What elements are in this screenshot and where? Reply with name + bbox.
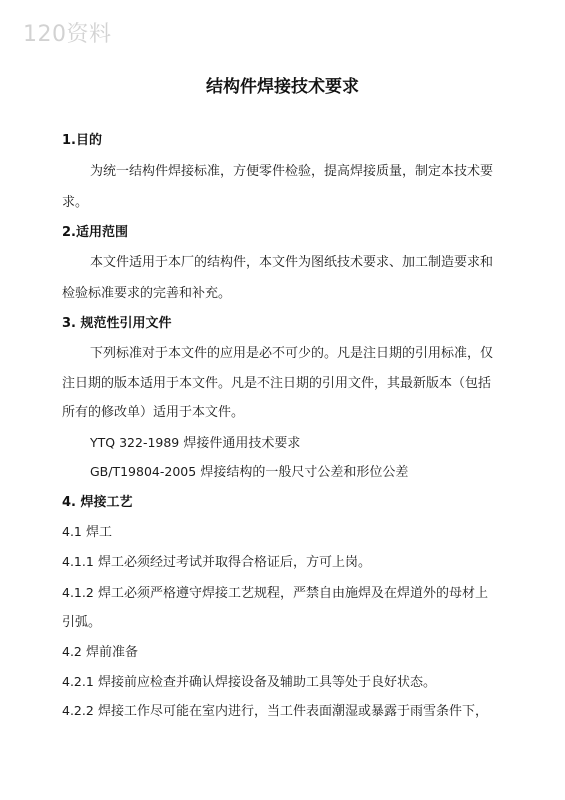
clause-4-1-2 [62, 584, 488, 603]
section-2-paragraph-line: 本文件适用于本厂的结构件，本文件为图纸技术要求、加工制造要求和 [90, 255, 494, 270]
clause-number: 4.1 [62, 524, 82, 539]
clause-text: 焊工必须经过考试并取得合格证后，方可上岗。 [93, 555, 371, 570]
clause-number: 4.2.2 [62, 703, 94, 718]
clause-number: 4.1.1 [62, 554, 94, 569]
clause-4-2-1 [62, 673, 436, 692]
section-3-paragraph-line: 下列标准对于本文件的应用是必不可少的。凡是注日期的引用标准，仅 [90, 346, 494, 361]
reference-title: 焊接件通用技术要求 [179, 436, 301, 451]
section-1-paragraph-line: 求。 [62, 195, 89, 210]
clause-4-1-2-continuation: 引弧。 [62, 615, 102, 630]
section-1-paragraph-line: 为统一结构件焊接标准，方便零件检验，提高焊接质量，制定本技术要 [90, 164, 494, 179]
reference-code: GB/T19804-2005 [90, 464, 197, 479]
clause-text: 焊工 [81, 525, 113, 540]
section-1-heading: 1.目的 [62, 133, 102, 148]
watermark: 120资料 [23, 22, 112, 47]
section-2-heading: 2.适用范围 [62, 225, 128, 240]
clause-number: 4.1.2 [62, 585, 94, 600]
clause-text: 焊接前应检查并确认焊接设备及辅助工具等处于良好状态。 [93, 675, 436, 690]
clause-number: 4.2 [62, 644, 82, 659]
section-3-heading: 3. 规范性引用文件 [62, 316, 172, 331]
section-4-heading: 4. 焊接工艺 [62, 495, 133, 510]
clause-text: 焊工必须严格遵守焊接工艺规程，严禁自由施焊及在焊道外的母材上 [93, 586, 488, 601]
clause-4-1-1 [62, 553, 371, 572]
reference-title: 焊接结构的一般尺寸公差和形位公差 [196, 465, 409, 480]
section-2-paragraph-line: 检验标准要求的完善和补充。 [62, 286, 232, 301]
reference-standard-2 [90, 463, 408, 482]
subsection-4-1 [62, 523, 112, 542]
reference-code: YTQ 322-1989 [90, 435, 180, 450]
section-3-paragraph-line: 所有的修改单）适用于本文件。 [62, 405, 245, 420]
section-3-paragraph-line: 注日期的版本适用于本文件。凡是不注日期的引用文件，其最新版本（包括 [62, 376, 492, 391]
reference-standard-1 [90, 434, 300, 453]
clause-4-2-2 [62, 702, 488, 721]
clause-number: 4.2.1 [62, 674, 94, 689]
clause-text: 焊接工作尽可能在室内进行，当工件表面潮湿或暴露于雨雪条件下， [93, 704, 488, 719]
document-title: 结构件焊接技术要求 [206, 77, 359, 97]
clause-text: 焊前准备 [81, 645, 139, 660]
subsection-4-2 [62, 643, 138, 662]
